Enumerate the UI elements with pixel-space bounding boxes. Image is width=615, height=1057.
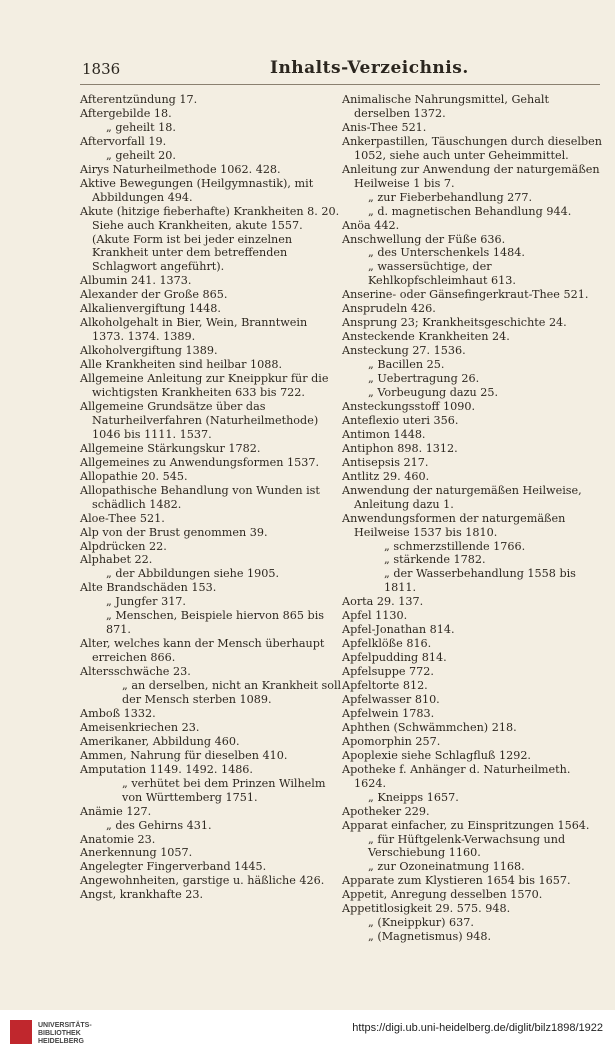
index-entry: Anöa 442. xyxy=(342,218,400,232)
index-entry: Anleitung zur Anwendung der naturgemäßen Heilweise 1 bis 7. xyxy=(342,162,600,190)
index-entry: „ geheilt 20. xyxy=(106,148,176,162)
index-entry: Allgemeine Grundsätze über das Naturheilverfahren (Naturheilmethode) 1046 bis 1111. 1537. xyxy=(80,399,319,441)
source-url-link[interactable]: https://digi.ub.uni-heidelberg.de/diglit/bilz1898/1922 xyxy=(352,1022,603,1034)
index-entry: Apotheker 229. xyxy=(342,804,430,818)
index-entry: Anteflexio uteri 356. xyxy=(342,413,459,427)
index-entry: Amboß 1332. xyxy=(80,706,156,720)
index-entry: „ (Kneippkur) 637. xyxy=(368,916,474,930)
index-entry: Albumin 241. 1373. xyxy=(80,274,192,288)
index-entry: Angelegter Fingerverband 1445. xyxy=(80,860,267,874)
index-entry: Anis-Thee 521. xyxy=(342,120,427,134)
index-entry: Anatomie 23. xyxy=(80,832,156,846)
index-entry: Ankerpastillen, Täuschungen durch dieselben 1052, siehe auch unter Geheimmittel. xyxy=(342,134,602,162)
index-entry: „ der Wasserbehandlung 1558 bis 1811. xyxy=(384,567,576,595)
index-entry: „ zur Ozoneinatmung 1168. xyxy=(368,860,525,874)
index-entry: Anserine- oder Gänsefingerkraut-Thee 521. xyxy=(342,288,589,302)
index-entry: „ geheilt 18. xyxy=(106,120,176,134)
index-entry: Ansteckende Krankheiten 24. xyxy=(342,330,510,344)
index-entry: Apparate zum Klystieren 1654 bis 1657. xyxy=(342,874,571,888)
index-entry: Alte Brandschäden 153. xyxy=(80,581,217,595)
library-name: UNIVERSITÄTS-BIBLIOTHEK HEIDELBERG xyxy=(38,1022,92,1045)
index-entry: „ Uebertragung 26. xyxy=(368,372,480,386)
index-entry: Antlitz 29. 460. xyxy=(342,469,430,483)
index-entry: „ zur Fieberbehandlung 277. xyxy=(368,190,533,204)
index-column-right xyxy=(342,93,604,944)
index-entry: Alp von der Brust genommen 39. xyxy=(80,525,268,539)
index-entry: Amputation 1149. 1492. 1486. xyxy=(80,762,253,776)
page-number: 1836 xyxy=(82,60,121,78)
index-entry: „ der Abbildungen siehe 1905. xyxy=(106,567,280,581)
index-entry: Alpdrücken 22. xyxy=(80,539,167,553)
index-entry: Ansprudeln 426. xyxy=(342,302,436,316)
index-entry: Allopathie 20. 545. xyxy=(80,469,188,483)
index-entry: „ für Hüftgelenk-Verwachsung und Verschiebung 1160. xyxy=(368,832,566,860)
index-entry: Anschwellung der Füße 636. xyxy=(342,232,506,246)
index-entry: Apoplexie siehe Schlagfluß 1292. xyxy=(342,748,531,762)
index-entry: Alkoholgehalt in Bier, Wein, Branntwein 1373. 1374. 1389. xyxy=(80,316,308,344)
index-entry: Allgemeine Anleitung zur Kneippkur für die wichtigsten Krankheiten 633 bis 722. xyxy=(80,372,329,400)
index-entry: „ Vorbeugung dazu 25. xyxy=(368,386,499,400)
index-entry: „ Kneipps 1657. xyxy=(368,790,459,804)
index-entry: Anwendungsformen der naturgemäßen Heilweise 1537 bis 1810. xyxy=(342,511,566,539)
index-entry: Aftervorfall 19. xyxy=(80,134,167,148)
index-entry: Ameisenkriechen 23. xyxy=(80,720,200,734)
index-entry: Apfelwein 1783. xyxy=(342,706,435,720)
index-entry: „ Jungfer 317. xyxy=(106,595,186,609)
index-entry: Antimon 1448. xyxy=(342,427,426,441)
index-entry: Apfelsuppe 772. xyxy=(342,665,434,679)
index-entry: Angst, krankhafte 23. xyxy=(80,888,204,902)
index-entry: Alkalienvergiftung 1448. xyxy=(80,302,221,316)
index-entry: Altersschwäche 23. xyxy=(80,665,191,679)
index-entry: Alkoholvergiftung 1389. xyxy=(80,344,218,358)
index-entry: Ammen, Nahrung für dieselben 410. xyxy=(80,748,288,762)
index-entry: Apomorphin 257. xyxy=(342,734,441,748)
index-entry: Ansprung 23; Krankheitsgeschichte 24. xyxy=(342,316,567,330)
index-entry: Angewohnheiten, garstige u. häßliche 426. xyxy=(80,874,325,888)
library-logo-icon xyxy=(10,1020,32,1044)
index-entry: Aktive Bewegungen (Heilgymnastik), mit Abbildungen 494. xyxy=(80,176,314,204)
index-entry: „ Menschen, Beispiele hiervon 865 bis 871. xyxy=(106,609,325,637)
index-entry: „ d. magnetischen Behandlung 944. xyxy=(368,204,572,218)
index-entry: Apparat einfacher, zu Einspritzungen 1564. xyxy=(342,818,590,832)
index-entry: „ des Gehirns 431. xyxy=(106,818,212,832)
index-entry: Anämie 127. xyxy=(80,804,152,818)
index-entry: „ stärkende 1782. xyxy=(384,553,486,567)
index-entry: Apotheke f. Anhänger d. Naturheilmeth. 1624. xyxy=(342,762,571,790)
index-entry: „ wassersüchtige, der Kehlkopfschleimhaut 613. xyxy=(368,260,516,288)
index-entry: Airys Naturheilmethode 1062. 428. xyxy=(80,162,281,176)
index-entry: „ Bacillen 25. xyxy=(368,358,445,372)
index-entry: Allgemeine Stärkungskur 1782. xyxy=(80,441,261,455)
index-entry: Allopathische Behandlung von Wunden ist schädlich 1482. xyxy=(80,483,320,511)
index-entry: Allgemeines zu Anwendungsformen 1537. xyxy=(80,455,320,469)
header-rule xyxy=(80,84,600,85)
index-entry: Aloe-Thee 521. xyxy=(80,511,165,525)
index-entry: Alphabet 22. xyxy=(80,553,153,567)
index-entry: Appetitlosigkeit 29. 575. 948. xyxy=(342,902,511,916)
index-entry: Antiphon 898. 1312. xyxy=(342,441,458,455)
index-entry: „ (Magnetismus) 948. xyxy=(368,930,492,944)
index-entry: Apfel-Jonathan 814. xyxy=(342,623,455,637)
index-column-left xyxy=(80,93,342,902)
index-entry: Ansteckung 27. 1536. xyxy=(342,344,466,358)
index-entry: Akute (hitzige fieberhafte) Krankheiten 8. 20. Siehe auch Krankheiten, akute 1557. (Akute Form ist bei jeder einzelnen Krankheit unter dem betreffenden Schlagwort angeführt). xyxy=(80,204,340,274)
index-entry: „ schmerzstillende 1766. xyxy=(384,539,526,553)
index-entry: Animalische Nahrungsmittel, Gehalt derselben 1372. xyxy=(342,93,550,120)
index-entry: Ansteckungsstoff 1090. xyxy=(342,399,476,413)
index-entry: „ an derselben, nicht an Krankheit soll der Mensch sterben 1089. xyxy=(122,679,342,706)
index-entry: Amerikaner, Abbildung 460. xyxy=(80,734,240,748)
index-entry: Afterentzündung 17. xyxy=(80,93,198,106)
index-entry: Apfeltorte 812. xyxy=(342,679,428,693)
index-entry: Aorta 29. 137. xyxy=(342,595,424,609)
index-entry: „ verhütet bei dem Prinzen Wilhelm von Württemberg 1751. xyxy=(122,776,326,804)
index-entry: Aftergebilde 18. xyxy=(80,106,172,120)
index-entry: Alle Krankheiten sind heilbar 1088. xyxy=(80,358,283,372)
index-entry: „ des Unterschenkels 1484. xyxy=(368,246,525,260)
index-entry: Appetit, Anregung desselben 1570. xyxy=(342,888,543,902)
index-entry: Apfelklöße 816. xyxy=(342,637,432,651)
index-entry: Anerkennung 1057. xyxy=(80,846,193,860)
index-entry: Apfelpudding 814. xyxy=(342,651,447,665)
index-entry: Alter, welches kann der Mensch überhaupt erreichen 866. xyxy=(80,637,325,665)
index-entry: Apfel 1130. xyxy=(342,609,408,623)
index-entry: Anwendung der naturgemäßen Heilweise, Anleitung dazu 1. xyxy=(342,483,582,511)
index-entry: Aphthen (Schwämmchen) 218. xyxy=(342,720,517,734)
page-title: Inhalts-Verzeichnis. xyxy=(270,58,469,78)
index-entry: Antisepsis 217. xyxy=(342,455,429,469)
index-entry: Apfelwasser 810. xyxy=(342,692,440,706)
index-entry: Alexander der Große 865. xyxy=(80,288,228,302)
